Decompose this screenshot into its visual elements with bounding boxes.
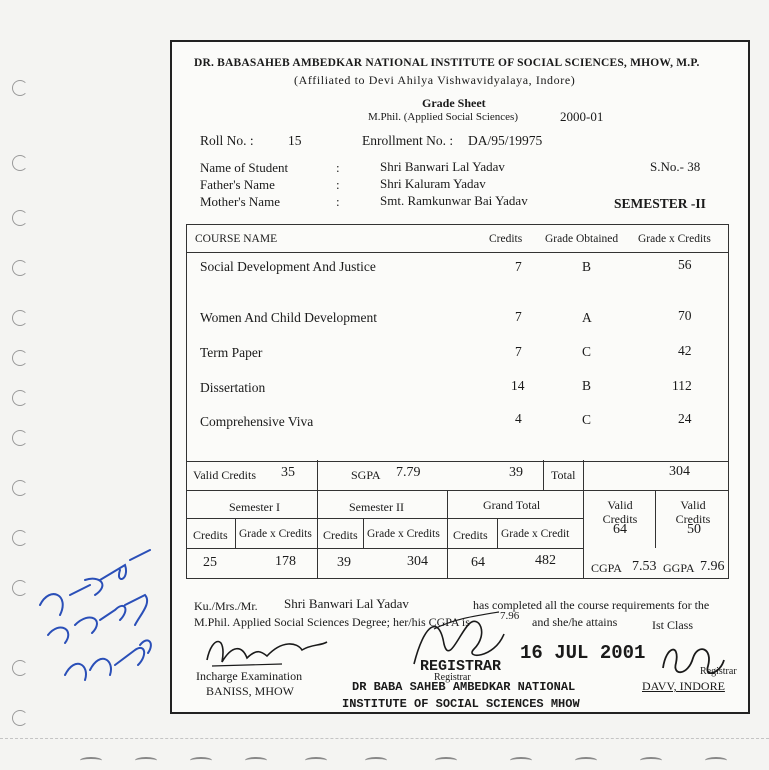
incharge-line2: BANISS, MHOW (206, 684, 295, 698)
course-credits: 4 (515, 411, 522, 426)
course-name: Women And Child Development (200, 310, 378, 325)
father-name: Shri Kaluram Yadav (380, 176, 486, 191)
program: M.Phil. (Applied Social Sciences) (368, 111, 519, 123)
ggpa: 7.96 (700, 559, 725, 574)
footer-student-name: Shri Banwari Lal Yadav (284, 596, 409, 611)
tear-line (0, 738, 769, 739)
ggpa-label: GGPA (663, 561, 695, 575)
credits-label: Credits (193, 528, 228, 542)
credits-label: Credits (323, 528, 358, 542)
grand-credits: 64 (471, 555, 485, 570)
course-grade: B (582, 259, 592, 274)
incharge-line1: Incharge Examination (196, 669, 303, 683)
course-name: Social Development And Justice (200, 259, 376, 274)
valid1: 64 (613, 522, 627, 537)
roll-label: Roll No. : (200, 133, 254, 148)
col-header-credits: Credits (489, 233, 523, 245)
enrollment-label: Enrollment No. : (362, 133, 454, 148)
registrar-small: Registrar (434, 672, 471, 683)
registrar-stamp: REGISTRAR (420, 658, 502, 675)
colon: : (336, 177, 340, 192)
sgpa: 7.79 (396, 465, 421, 480)
summary-table (186, 460, 729, 579)
semester-label: SEMESTER -II (614, 196, 706, 211)
total-credits: 39 (509, 465, 523, 480)
cgpa-label: CGPA (591, 561, 622, 575)
sgpa-label: SGPA (351, 468, 381, 482)
sem1-gxc: 178 (275, 554, 296, 569)
gxc-label-short: Grade x Credit (501, 528, 570, 540)
salutation: Ku./Mrs./Mr. (194, 599, 258, 613)
degree-text: M.Phil. Applied Social Sciences Degree; her/his CGPA is (194, 615, 470, 629)
roll-no: 15 (288, 133, 302, 148)
valid-credits-col1: Valid Credits (602, 498, 638, 526)
header-divider (187, 252, 728, 253)
course-grade: B (582, 378, 592, 393)
attains-text: and she/he attains (532, 615, 618, 629)
course-name: Comprehensive Viva (200, 414, 314, 429)
father-label: Father's Name (200, 177, 275, 192)
course-name: Dissertation (200, 380, 266, 395)
course-gxc: 56 (678, 257, 692, 272)
colon: : (336, 194, 340, 209)
cgpa: 7.53 (632, 559, 657, 574)
sem2-label: Semester II (349, 500, 404, 514)
enrollment-no: DA/95/19975 (468, 133, 543, 148)
course-gxc: 70 (678, 308, 692, 323)
date-stamp: 16 JUL 2001 (520, 642, 646, 664)
ggpa-inline: 7.96 (500, 610, 520, 622)
valid-credits: 35 (281, 465, 295, 480)
course-credits: 7 (515, 344, 522, 359)
grade-sheet (170, 40, 750, 714)
stamp-line2: INSTITUTE OF SOCIAL SCIENCES MHOW (342, 697, 580, 711)
davv-small: Registrar (700, 666, 737, 677)
mother-name: Smt. Ramkunwar Bai Yadav (380, 193, 528, 208)
sheet-title: Grade Sheet (422, 96, 486, 110)
course-gxc: 42 (678, 343, 692, 358)
credits-label: Credits (453, 528, 488, 542)
gxc-label: Grade x Credits (239, 528, 312, 540)
handwritten-note (30, 525, 170, 700)
course-name: Term Paper (200, 345, 263, 360)
col-header-grade: Grade Obtained (545, 233, 619, 245)
course-gxc: 24 (678, 411, 692, 426)
binder-marks-bottom (60, 754, 760, 764)
sem1-credits: 25 (203, 555, 217, 570)
completed-text: has completed all the course requirements for the (473, 598, 710, 612)
institute-name: DR. BABASAHEB AMBEDKAR NATIONAL INSTITUTE OF SOCIAL SCIENCES, MHOW, M.P. (194, 57, 700, 69)
sem2-credits: 39 (337, 555, 351, 570)
gxc-label: Grade x Credits (367, 528, 440, 540)
valid-credits-col2: Valid Credits (675, 498, 711, 526)
stamp-line1: DR BABA SAHEB AMBEDKAR NATIONAL (352, 680, 576, 694)
valid2: 50 (687, 522, 701, 537)
sem2-gxc: 304 (407, 554, 428, 569)
total-gxc: 304 (669, 464, 690, 479)
course-gxc: 112 (672, 378, 692, 393)
course-grade: C (582, 412, 592, 427)
grades-table (186, 224, 729, 462)
course-credits: 14 (511, 378, 525, 393)
col-header-course: COURSE NAME (195, 233, 278, 245)
student-name: Shri Banwari Lal Yadav (380, 159, 505, 174)
col-header-gxc: Grade x Credits (638, 233, 711, 245)
signature-incharge (202, 630, 332, 672)
affiliation: (Affiliated to Devi Ahilya Vishwavidyalaya, Indore) (294, 73, 576, 87)
total-label: Total (551, 468, 576, 482)
grand-total-label: Grand Total (483, 498, 541, 512)
serial-no: S.No.- 38 (650, 159, 701, 174)
valid-credits-label: Valid Credits (193, 468, 256, 482)
name-label: Name of Student (200, 160, 289, 175)
sem1-label: Semester I (229, 500, 280, 514)
course-grade: A (582, 310, 592, 325)
course-grade: C (582, 344, 592, 359)
course-credits: 7 (515, 309, 522, 324)
davv-label: DAVV, INDORE (642, 679, 725, 693)
grand-gxc: 482 (535, 553, 556, 568)
colon: : (336, 160, 340, 175)
course-credits: 7 (515, 259, 522, 274)
session: 2000-01 (560, 109, 604, 124)
class-obtained: Ist Class (652, 618, 694, 632)
mother-label: Mother's Name (200, 194, 280, 209)
